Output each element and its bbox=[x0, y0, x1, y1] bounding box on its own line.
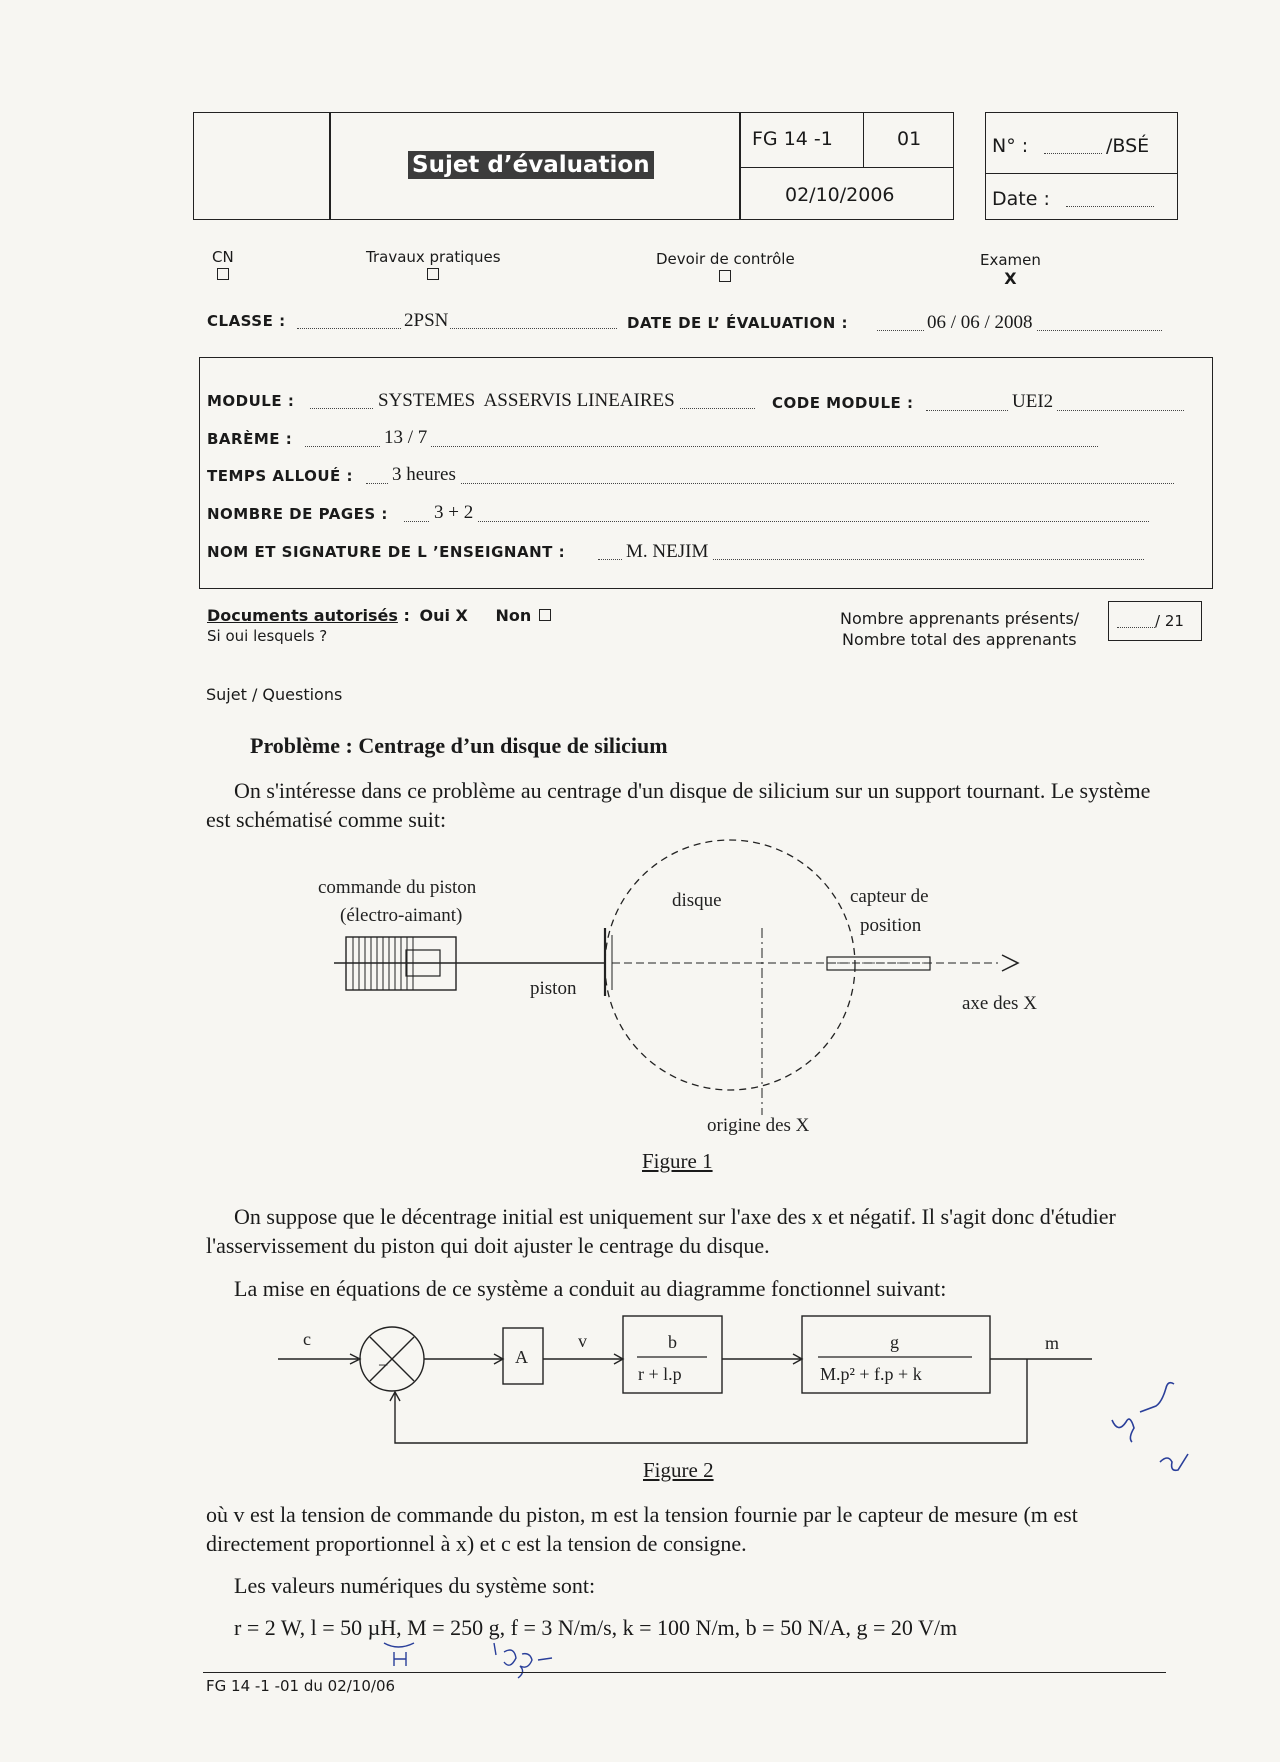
para4: où v est la tension de commande du piston, m est la tension fournie par le capteur de mesure (m est directement proportionnel à x) et c est la tension de consigne. bbox=[206, 1502, 1078, 1556]
type-exam-mark: X bbox=[1004, 269, 1017, 288]
documents-sep: : bbox=[403, 606, 410, 625]
type-tp-label: Travaux pratiques bbox=[366, 248, 501, 266]
feedback-line bbox=[395, 1359, 1027, 1443]
fig1-origine: origine des X bbox=[707, 1115, 810, 1136]
fig2-output: m bbox=[1045, 1333, 1060, 1353]
apprenants-box-value: / 21 bbox=[1155, 612, 1184, 630]
documents-label: Documents autorisés bbox=[207, 606, 398, 625]
fig2-input: c bbox=[303, 1329, 311, 1349]
enseignant-value: M. NEJIM bbox=[622, 541, 712, 563]
fig2-tf1-den: r + l.p bbox=[638, 1364, 682, 1384]
para1: On s'intéresse dans ce problème au centrage d'un disque de silicium sur un support tournant. Le système est schématisé comme suit: bbox=[206, 778, 1151, 832]
header-ref-date: 02/10/2006 bbox=[785, 184, 895, 206]
type-exam-label: Examen bbox=[980, 251, 1041, 269]
temps-value: 3 heures bbox=[388, 464, 460, 486]
header-ref-num: 01 bbox=[897, 128, 922, 150]
problem-title: Problème : Centrage d’un disque de silicium bbox=[250, 733, 668, 758]
header-ref-code: FG 14 -1 bbox=[752, 128, 833, 150]
header-no-label: N° : bbox=[992, 135, 1029, 157]
para3: La mise en équations de ce système a conduit au diagramme fonctionnel suivant: bbox=[234, 1276, 947, 1301]
documents-oui[interactable]: Oui X bbox=[419, 606, 468, 625]
documents-si-oui: Si oui lesquels ? bbox=[207, 627, 328, 645]
temps-label: TEMPS ALLOUÉ : bbox=[207, 467, 354, 485]
type-cn-label: CN bbox=[212, 248, 234, 266]
bareme-value: 13 / 7 bbox=[380, 427, 431, 449]
fig2-tf2-den: M.p² + f.p + k bbox=[820, 1364, 922, 1384]
figure2-caption: Figure 2 bbox=[643, 1458, 714, 1482]
footer-rule bbox=[203, 1672, 1166, 1673]
fig1-capteur-2: position bbox=[860, 915, 922, 936]
para2: On suppose que le décentrage initial est uniquement sur l'axe des x et négatif. Il s'agit donc d'étudier l'asservissement du piston qui doit ajuster le centrage du disque. bbox=[206, 1204, 1116, 1258]
fig1-capteur-1: capteur de bbox=[850, 886, 929, 907]
documents-non[interactable]: Non bbox=[495, 606, 532, 625]
code-module-value: UEI2 bbox=[1008, 391, 1057, 413]
pages-value: 3 + 2 bbox=[430, 502, 477, 524]
header-title: Sujet d’évaluation bbox=[408, 151, 654, 179]
figure1-caption: Figure 1 bbox=[642, 1149, 713, 1173]
apprenants-total: Nombre total des apprenants bbox=[842, 630, 1077, 649]
enseignant-label: NOM ET SIGNATURE DE L ’ENSEIGNANT : bbox=[207, 543, 566, 561]
fig2-gain: A bbox=[515, 1347, 528, 1367]
fig1-disque: disque bbox=[672, 890, 722, 911]
date-eval-label: DATE DE L’ ÉVALUATION : bbox=[627, 314, 849, 332]
fig2-minus: − bbox=[378, 1355, 389, 1375]
fig1-commande-1: commande du piston bbox=[318, 877, 477, 898]
fig2-tf1-num: b bbox=[668, 1332, 677, 1352]
date-eval-value: 06 / 06 / 2008 bbox=[924, 312, 1036, 334]
classe-label: CLASSE : bbox=[207, 312, 286, 330]
pages-label: NOMBRE DE PAGES : bbox=[207, 505, 388, 523]
footer-ref: FG 14 -1 -01 du 02/10/06 bbox=[206, 1677, 396, 1695]
values-line: r = 2 W, l = 50 µH, M = 250 g, f = 3 N/m/s, k = 100 N/m, b = 50 N/A, g = 20 V/m bbox=[234, 1615, 958, 1640]
bareme-label: BARÈME : bbox=[207, 430, 293, 448]
header-date-label: Date : bbox=[992, 188, 1050, 210]
handwritten-annotation-right bbox=[1112, 1383, 1188, 1471]
fig1-piston: piston bbox=[530, 978, 577, 999]
module-label: MODULE : bbox=[207, 392, 295, 410]
type-dc-label: Devoir de contrôle bbox=[656, 250, 795, 268]
fig1-commande-2: (électro-aimant) bbox=[340, 905, 463, 926]
fig1-axe: axe des X bbox=[962, 993, 1037, 1014]
para5: Les valeurs numériques du système sont: bbox=[234, 1573, 596, 1598]
code-module-label: CODE MODULE : bbox=[772, 394, 914, 412]
header-no-suffix: /BSÉ bbox=[1106, 135, 1150, 157]
apprenants-present: Nombre apprenants présents/ bbox=[840, 609, 1080, 628]
sujet-label: Sujet / Questions bbox=[206, 685, 343, 704]
classe-value: 2PSN bbox=[404, 310, 449, 331]
fig2-tf2-num: g bbox=[890, 1332, 899, 1352]
module-value: SYSTEMES ASSERVIS LINEAIRES bbox=[374, 390, 679, 412]
fig2-v: v bbox=[578, 1331, 587, 1351]
